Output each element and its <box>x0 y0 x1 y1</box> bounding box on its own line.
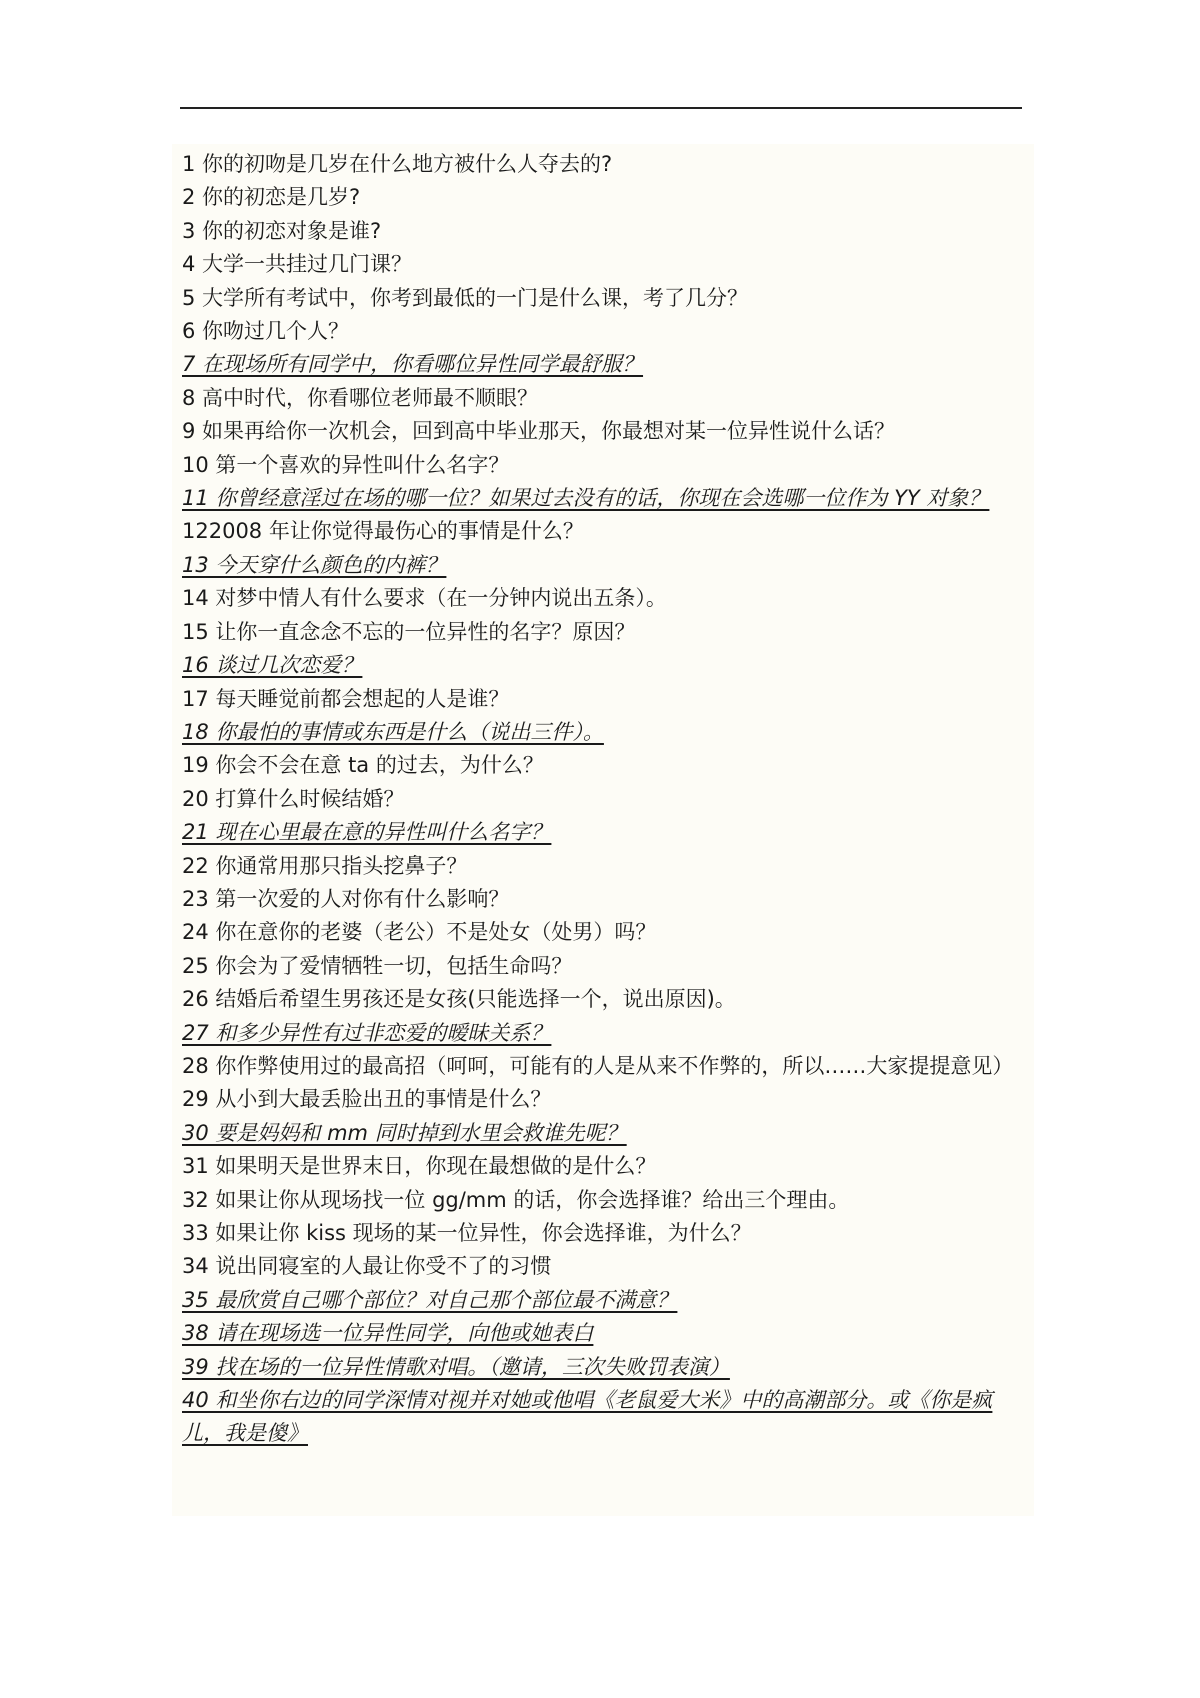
question-item-highlighted: 40 和坐你右边的同学深情对视并对她或他唱《老鼠爱大米》中的高潮部分。或《你是疯儿，我是傻》 <box>182 1388 993 1446</box>
question-item-highlighted: 27 和多少异性有过非恋爱的暧昧关系？ <box>182 1020 552 1045</box>
question-item-highlighted: 16 谈过几次恋爱？ <box>182 653 363 678</box>
question-item: 33 如果让你 kiss 现场的某一位异性，你会选择谁，为什么？ <box>182 1221 752 1245</box>
question-list <box>172 144 1034 1516</box>
question-item: 19 你会不会在意 ta 的过去，为什么？ <box>182 753 544 778</box>
question-item: 10 第一个喜欢的异性叫什么名字？ <box>182 452 510 477</box>
question-item: 122008 年让你觉得最伤心的事情是什么？ <box>182 519 584 544</box>
question-item: 2 你的初恋是几岁? <box>182 185 361 210</box>
question-item-highlighted: 21 现在心里最在意的异性叫什么名字？ <box>182 820 552 845</box>
question-item: 8 高中时代，你看哪位老师最不顺眼？ <box>182 385 539 410</box>
question-item: 32 如果让你从现场找一位 gg/mm 的话，你会选择谁？给出三个理由。 <box>182 1187 850 1212</box>
question-item: 3 你的初恋对象是谁? <box>182 218 382 243</box>
question-item: 34 说出同寝室的人最让你受不了的习惯 <box>182 1254 552 1279</box>
question-item-highlighted: 38 请在现场选一位异性同学，向他或她表白 <box>182 1321 594 1346</box>
question-item: 1 你的初吻是几岁在什么地方被什么人夺去的? <box>182 152 613 176</box>
question-item-highlighted: 7 在现场所有同学中，你看哪位异性同学最舒服？ <box>182 352 644 377</box>
question-item: 9 如果再给你一次机会，回到高中毕业那天，你最想对某一位异性说什么话？ <box>182 419 896 444</box>
question-item: 6 你吻过几个人？ <box>182 319 350 344</box>
question-item-highlighted: 30 要是妈妈和 mm 同时掉到水里会救谁先呢？ <box>182 1120 627 1145</box>
question-item-highlighted: 13 今天穿什么颜色的内裤？ <box>182 552 447 577</box>
question-item: 28 你作弊使用过的最高招（呵呵，可能有的人是从来不作弊的，所以……大家提提意见） <box>182 1053 1014 1078</box>
question-item: 26 结婚后希望生男孩还是女孩(只能选择一个，说出原因)。 <box>182 987 736 1012</box>
question-item: 23 第一次爱的人对你有什么影响？ <box>182 886 510 911</box>
question-item: 14 对梦中情人有什么要求（在一分钟内说出五条）。 <box>182 586 667 611</box>
question-item: 15 让你一直念念不忘的一位异性的名字？原因？ <box>182 619 636 644</box>
question-item: 20 打算什么时候结婚？ <box>182 786 405 811</box>
question-item: 17 每天睡觉前都会想起的人是谁？ <box>182 686 510 711</box>
question-item: 5 大学所有考试中，你考到最低的一门是什么课，考了几分？ <box>182 285 749 310</box>
question-item-highlighted: 18 你最怕的事情或东西是什么（说出三件）。 <box>182 719 604 744</box>
question-item: 31 如果明天是世界末日，你现在最想做的是什么？ <box>182 1154 657 1179</box>
question-item: 25 你会为了爱情牺牲一切，包括生命吗？ <box>182 953 573 978</box>
question-item: 24 你在意你的老婆（老公）不是处女（处男）吗？ <box>182 920 657 945</box>
question-item: 29 从小到大最丢脸出丑的事情是什么？ <box>182 1087 552 1112</box>
question-item: 22 你通常用那只指头挖鼻子？ <box>182 853 468 878</box>
question-item: 4 大学一共挂过几门课？ <box>182 252 413 277</box>
question-item-highlighted: 11 你曾经意淫过在场的哪一位？如果过去没有的话，你现在会选哪一位作为 YY 对象？ <box>182 486 990 511</box>
question-item-highlighted: 39 找在场的一位异性情歌对唱。（邀请，三次失败罚表演） <box>182 1354 730 1379</box>
header-rule <box>180 107 1022 109</box>
question-item-highlighted: 35 最欣赏自己哪个部位？对自己那个部位最不满意？ <box>182 1287 678 1312</box>
